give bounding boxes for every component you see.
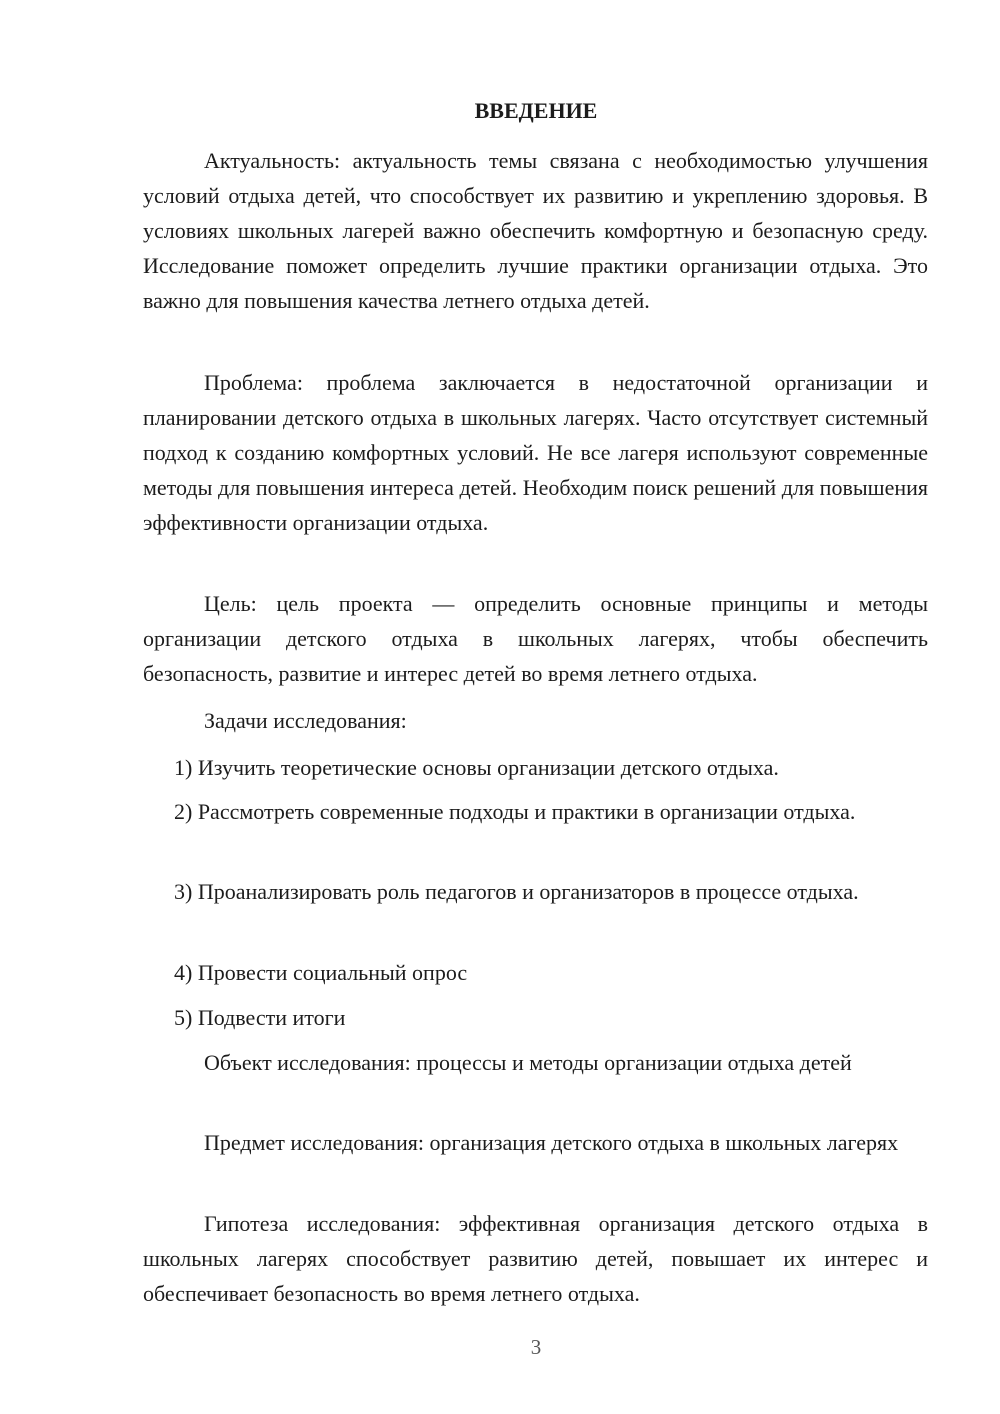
subject-paragraph: Предмет исследования: организация детского отдыха в школьных лагерях [204, 1130, 899, 1155]
page-number: 3 [530, 1335, 542, 1359]
task-item-2: 2) Рассмотреть современные подходы и практики в организации отдыха. [174, 799, 856, 824]
object-paragraph: Объект исследования: процессы и методы организации отдыха детей [204, 1050, 852, 1075]
goal-paragraph: Цель: цель проекта — определить основные принципы и методы организации детского отдыха в школьных лагерях, чтобы обеспечить безопасность, развитие и интерес детей во время летнего отдыха. [143, 591, 928, 686]
tasks-heading: Задачи исследования: [204, 708, 407, 733]
hypothesis-paragraph: Гипотеза исследования: эффективная организация детского отдыха в школьных лагерях способствует развитию детей, повышает их интерес и обеспечивает безопасность во время летнего отдыха. [143, 1211, 928, 1306]
relevance-paragraph: Актуальность: актуальность темы связана с необходимостью улучшения условий отдыха детей, что способствует их развитию и укреплению здоровья. В условиях школьных лагерей важно обеспечить комфортную и безопасную среду. Исследование поможет определить лучшие практики организации отдыха. Это важно для повышения качества летнего отдыха детей. [143, 148, 928, 313]
task-item-3: 3) Проанализировать роль педагогов и организаторов в процессе отдыха. [174, 879, 859, 904]
page-title: ВВЕДЕНИЕ [474, 98, 598, 123]
task-item-4: 4) Провести социальный опрос [174, 960, 468, 985]
problem-paragraph: Проблема: проблема заключается в недостаточной организации и планировании детского отдыха в школьных лагерях. Часто отсутствует системный подход к созданию комфортных условий. Не все лагеря используют современные методы для повышения интереса детей. Необходим поиск решений для повышения эффективности организации отдыха. [143, 370, 928, 535]
task-item-5: 5) Подвести итоги [174, 1005, 346, 1030]
task-item-1: 1) Изучить теоретические основы организации детского отдыха. [174, 755, 779, 780]
